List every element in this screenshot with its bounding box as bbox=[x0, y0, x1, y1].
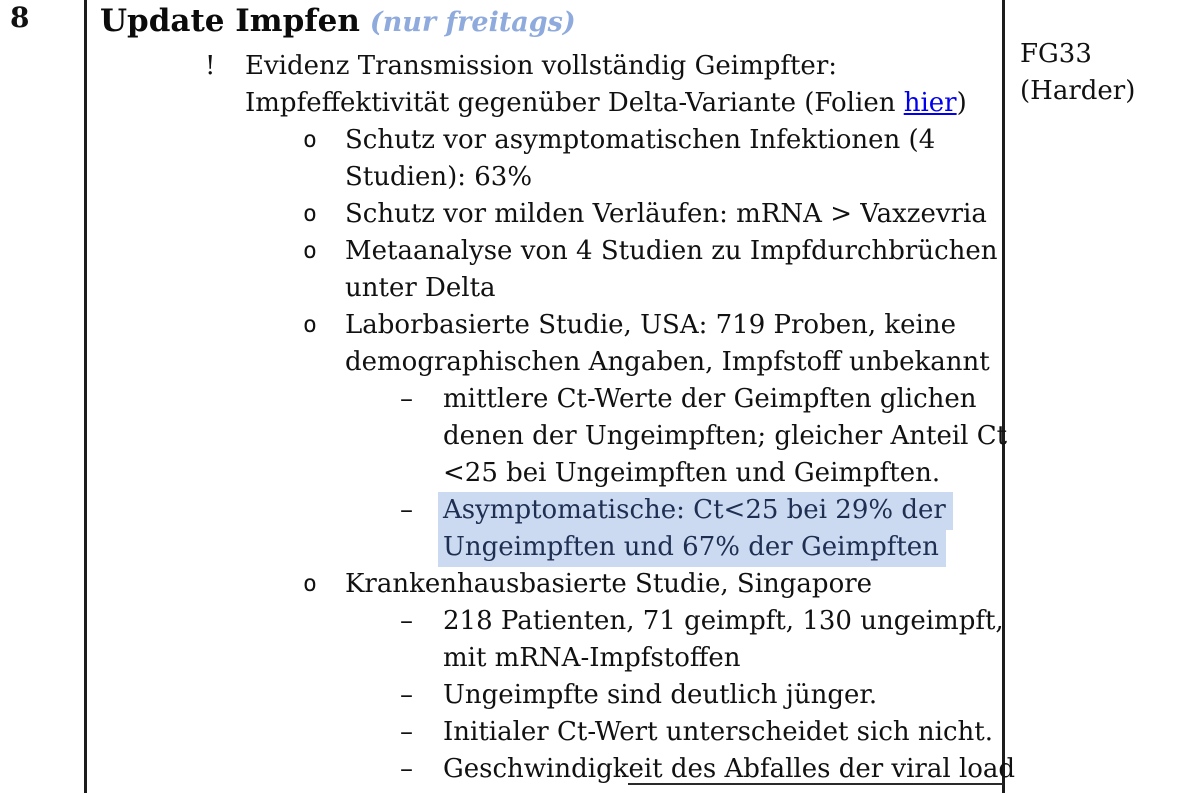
line-text bbox=[345, 270, 496, 307]
line-text bbox=[443, 603, 1004, 640]
no-marker bbox=[303, 270, 345, 307]
line-text bbox=[443, 492, 953, 529]
text-segment: mit mRNA-Impfstoffen bbox=[443, 643, 741, 673]
line-text bbox=[443, 418, 1007, 455]
text-segment: Initialer Ct-Wert unterscheidet sich nicht. bbox=[443, 717, 993, 747]
dash-marker: – bbox=[400, 606, 413, 636]
content-line bbox=[85, 418, 1200, 455]
text-segment: ) bbox=[956, 88, 967, 118]
text-segment: Studien): 63% bbox=[345, 162, 533, 192]
text-segment: Krankenhausbasierte Studie, Singapore bbox=[345, 569, 873, 599]
content-line bbox=[85, 307, 1200, 344]
text-segment: unter Delta bbox=[345, 273, 496, 303]
circle-bullet-marker: o bbox=[303, 127, 317, 153]
dash-marker: – bbox=[400, 495, 413, 525]
assignee-cell bbox=[1020, 36, 1135, 110]
highlighted-text: Asymptomatische: Ct<25 bei 29% der bbox=[438, 492, 953, 530]
dash-marker: – bbox=[400, 384, 413, 414]
text-segment: <25 bei Ungeimpften und Geimpften. bbox=[443, 458, 941, 488]
content-line bbox=[85, 640, 1200, 677]
text-segment: Geschwindigkeit des Abfalles der viral load bbox=[443, 754, 1016, 784]
dash-marker: – bbox=[400, 754, 413, 784]
no-marker bbox=[400, 640, 443, 677]
line-text bbox=[443, 714, 993, 751]
text-segment: Schutz vor milden Verläufen: mRNA > Vaxzevria bbox=[345, 199, 987, 229]
section-title-note: (nur freitags) bbox=[369, 7, 576, 38]
line-text bbox=[443, 455, 940, 492]
circle-bullet-marker: o bbox=[303, 201, 317, 227]
line-text bbox=[345, 233, 998, 270]
circle-bullet-marker: o bbox=[303, 571, 317, 597]
content-line bbox=[85, 566, 1200, 603]
line-text bbox=[345, 196, 987, 233]
exclamation-marker: ! bbox=[205, 51, 216, 81]
content-line bbox=[85, 677, 1200, 714]
row-number-cell: 8 bbox=[10, 1, 30, 34]
hier-link[interactable]: hier bbox=[903, 88, 957, 118]
no-marker bbox=[303, 344, 345, 381]
line-text bbox=[345, 344, 990, 381]
content-list bbox=[85, 48, 1200, 788]
dash-marker: – bbox=[400, 717, 413, 747]
text-segment: Schutz vor asymptomatischen Infektionen (4 bbox=[345, 125, 936, 155]
no-marker bbox=[205, 85, 245, 122]
content-line bbox=[85, 714, 1200, 751]
highlighted-text: Ungeimpften und 67% der Geimpften bbox=[438, 529, 946, 567]
circle-bullet-marker: o bbox=[303, 312, 317, 338]
content-line bbox=[85, 196, 1200, 233]
line-text bbox=[345, 566, 872, 603]
no-marker bbox=[400, 455, 443, 492]
text-segment: mittlere Ct-Werte der Geimpften glichen bbox=[443, 384, 977, 414]
text-segment: Ungeimpfte sind deutlich jünger. bbox=[443, 680, 878, 710]
line-text bbox=[345, 307, 956, 344]
line-text bbox=[345, 122, 935, 159]
section-title-row bbox=[100, 3, 576, 39]
line-text bbox=[443, 381, 977, 418]
content-line bbox=[85, 233, 1200, 270]
content-line bbox=[85, 122, 1200, 159]
line-text bbox=[443, 677, 877, 714]
circle-bullet-marker: o bbox=[303, 238, 317, 264]
text-segment: demographischen Angaben, Impfstoff unbekannt bbox=[345, 347, 990, 377]
line-text bbox=[245, 48, 837, 85]
line-text bbox=[443, 640, 740, 677]
line-text bbox=[345, 159, 532, 196]
assignee-name: (Harder) bbox=[1020, 76, 1136, 106]
line-text bbox=[443, 751, 1015, 788]
content-line bbox=[85, 455, 1200, 492]
content-line bbox=[85, 603, 1200, 640]
text-segment: Impfeffektivität gegenüber Delta-Variante (Folien bbox=[245, 88, 904, 118]
no-marker bbox=[303, 159, 345, 196]
content-line bbox=[85, 492, 1200, 529]
text-segment: Metaanalyse von 4 Studien zu Impfdurchbrüchen bbox=[345, 236, 998, 266]
assignee-group: FG33 bbox=[1020, 39, 1092, 69]
text-segment: Evidenz Transmission vollständig Geimpfter: bbox=[245, 51, 838, 81]
text-segment: 218 Patienten, 71 geimpft, 130 ungeimpft, bbox=[443, 606, 1004, 636]
content-line bbox=[85, 159, 1200, 196]
section-title: Update Impfen bbox=[100, 3, 360, 39]
content-line bbox=[85, 381, 1200, 418]
line-text bbox=[443, 529, 946, 566]
content-line bbox=[85, 751, 1200, 788]
content-line bbox=[85, 529, 1200, 566]
no-marker bbox=[400, 418, 443, 455]
content-line bbox=[85, 270, 1200, 307]
content-line bbox=[85, 344, 1200, 381]
text-segment: denen der Ungeimpften; gleicher Anteil Ct bbox=[443, 421, 1008, 451]
line-text bbox=[245, 85, 967, 122]
text-segment: Laborbasierte Studie, USA: 719 Proben, keine bbox=[345, 310, 956, 340]
dash-marker: – bbox=[400, 680, 413, 710]
no-marker bbox=[400, 529, 443, 566]
